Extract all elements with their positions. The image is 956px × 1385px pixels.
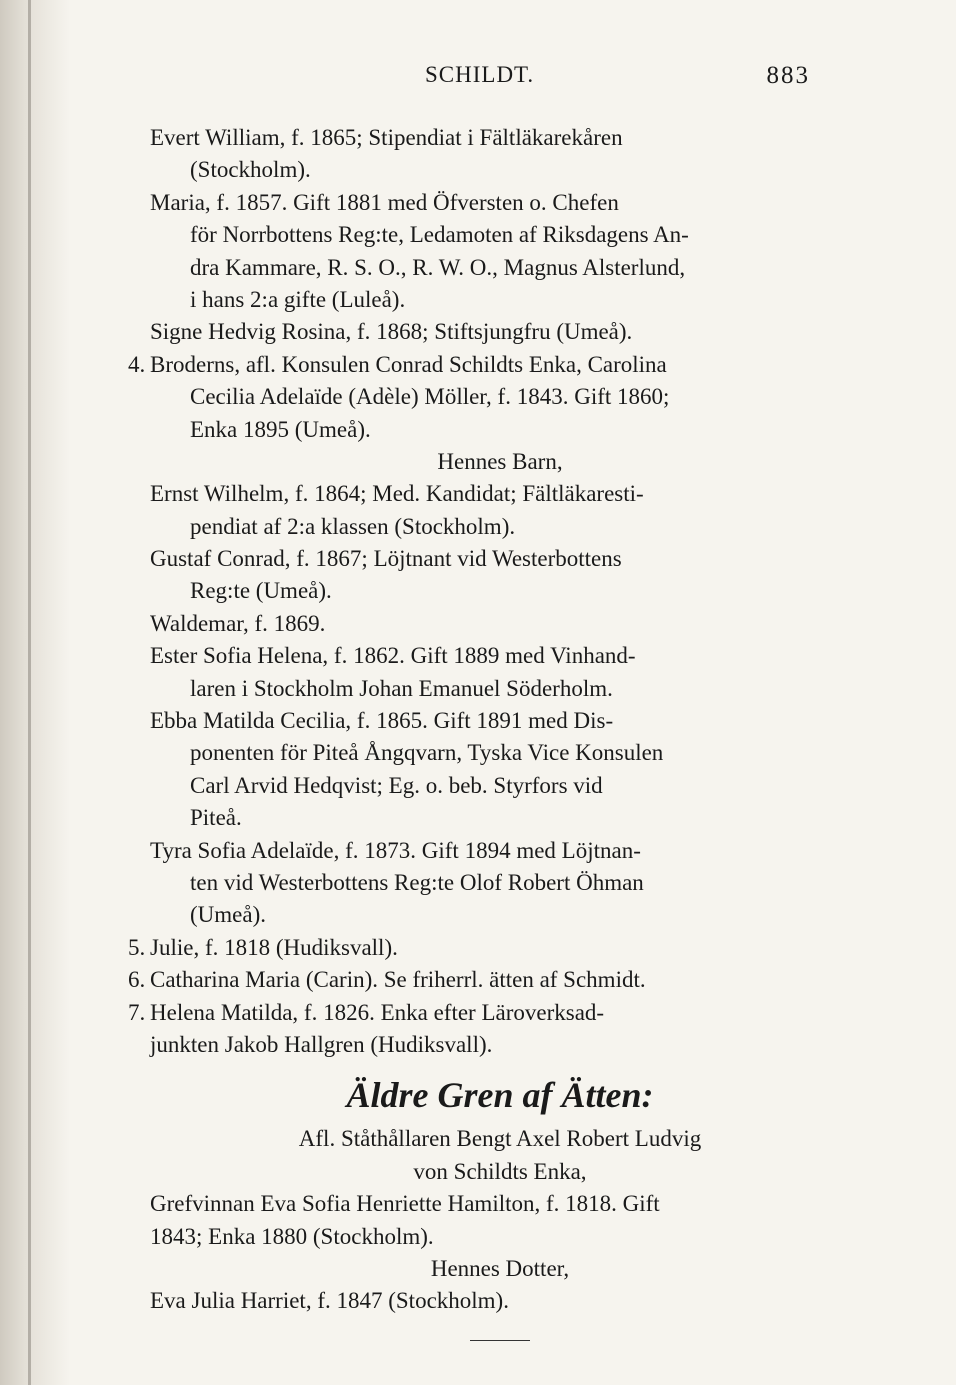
text-line: ponenten för Piteå Ångqvarn, Tyska Vice Konsulen: [190, 740, 664, 766]
text-line: laren i Stockholm Johan Emanuel Söderholm.: [190, 675, 613, 701]
text-line: Helena Matilda, f. 1826. Enka efter Läroverksad-: [150, 999, 605, 1025]
text-line: pendiat af 2:a klassen (Stockholm).: [190, 513, 516, 539]
text-line: Ester Sofia Helena, f. 1862. Gift 1889 med Vinhand-: [150, 643, 636, 669]
text-line: Ebba Matilda Cecilia, f. 1865. Gift 1891 med Dis-: [150, 708, 614, 734]
text-line: (Stockholm).: [190, 157, 311, 183]
page-number: 883: [766, 62, 810, 89]
header-title: SCHILDT.: [425, 62, 535, 87]
body-text: Evert William, f. 1865; Stipendiat i Fältläkarekåren (Stockholm). Maria, f. 1857. Gift 1881 med Öfversten o. Chefen för Norrbottens Reg:te, Ledamoten af Riksdagens An- dra Kammare, R. S. O., R. W. O., Magnus Alsterlund, i hans 2:a gifte (Luleå). Signe Hedvig Rosina, f. 1868; Stiftsjungfru (Umeå). 4. Broderns, afl. Konsulen Conrad Schildts Enka, Carolina Cecilia Adelaïde (Adèle) Möller, f. 1843. Gift 1860; Enka 1895 (Umeå). Hennes Barn, Ernst Wilhelm, f. 1864; Med. Kandidat; Fältläkaresti- pendiat af 2:a klassen (Stockholm). Gustaf Conrad, f. 1867; Löjtnant vid Westerbottens Reg:te (Umeå). Waldemar, f. 1869. Ester Sofia Helena, f. 1862. Gift 1889 med Vinhand- laren i Stockholm Johan Emanuel Söderholm. Ebba Matilda Cecilia, f. 1865. Gift 1891 med Dis- ponenten för Piteå Ångqvarn, Tyska Vice Konsulen Carl Arvid Hedqvist; Eg. o. beb. Styrfors vid Piteå. Tyra Sofia Adelaïde, f. 1873. Gift 1894 med Löjtnan- ten vid Westerbottens Reg:te Olof Robert Öhman (Umeå). 5. Julie, f. 1818 (Hudiksvall). 6. Catharina Maria (Carin). Se friherrl. ätten af Schmidt. 7. Helena Matilda, f. 1826. Enka efter Läroverksad- junkten Jakob Hallgren (Hudiksvall). Äldre Gren af Ätten: Afl. Ståthållaren Bengt Axel Robert Ludvig von Schildts Enka, Grefvinnan Eva Sofia Henriette Hamilton, f. 1818. Gift 1843; Enka 1880 (Stockholm). Hennes Dotter, Eva Julia Harriet, f. 1847 (Stockholm).: [150, 122, 850, 1341]
text-line: von Schildts Enka,: [413, 1158, 587, 1184]
text-line: (Umeå).: [190, 902, 266, 928]
subheading: Hennes Barn,: [437, 448, 563, 474]
binding-gutter: [0, 0, 70, 1385]
text-line: Grefvinnan Eva Sofia Henriette Hamilton, f. 1818. Gift: [150, 1191, 660, 1217]
text-line: för Norrbottens Reg:te, Ledamoten af Riksdagens An-: [190, 222, 689, 248]
text-line: dra Kammare, R. S. O., R. W. O., Magnus Alsterlund,: [190, 254, 686, 280]
text-line: 1843; Enka 1880 (Stockholm).: [150, 1223, 434, 1249]
text-line: Enka 1895 (Umeå).: [190, 416, 371, 442]
text-line: Evert William, f. 1865; Stipendiat i Fältläkarekåren: [150, 125, 623, 150]
text-line: Waldemar, f. 1869.: [150, 610, 326, 636]
text-line: Ernst Wilhelm, f. 1864; Med. Kandidat; Fältläkaresti-: [150, 481, 644, 507]
running-header: [160, 62, 840, 98]
text-line: junkten Jakob Hallgren (Hudiksvall).: [150, 1031, 493, 1057]
text-line: Maria, f. 1857. Gift 1881 med Öfversten o. Chefen: [150, 189, 619, 215]
text-line: Carl Arvid Hedqvist; Eg. o. beb. Styrfors vid: [190, 772, 603, 798]
text-line: i hans 2:a gifte (Luleå).: [190, 286, 406, 312]
text-line: Julie, f. 1818 (Hudiksvall).: [150, 934, 398, 960]
closing-rule: [470, 1340, 530, 1341]
text-line: Cecilia Adelaïde (Adèle) Möller, f. 1843. Gift 1860;: [190, 384, 670, 410]
text-line: Piteå.: [190, 805, 242, 831]
subheading: Hennes Dotter,: [430, 1255, 570, 1281]
binding-edge: [28, 0, 31, 1385]
text-line: ten vid Westerbottens Reg:te Olof Robert Öhman: [190, 869, 644, 895]
text-line: Catharina Maria (Carin). Se friherrl. ätten af Schmidt.: [150, 967, 646, 993]
text-line: Signe Hedvig Rosina, f. 1868; Stiftsjungfru (Umeå).: [150, 319, 633, 345]
text-line: Reg:te (Umeå).: [190, 578, 332, 604]
section-heading: Äldre Gren af Ätten:: [346, 1075, 654, 1116]
text-line: Broderns, afl. Konsulen Conrad Schildts Enka, Carolina: [150, 351, 667, 377]
text-line: Gustaf Conrad, f. 1867; Löjtnant vid Westerbottens: [150, 546, 622, 572]
text-line: Tyra Sofia Adelaïde, f. 1873. Gift 1894 med Löjtnan-: [150, 837, 641, 863]
text-line: Afl. Ståthållaren Bengt Axel Robert Ludvig: [298, 1126, 702, 1152]
text-line: Eva Julia Harriet, f. 1847 (Stockholm).: [150, 1288, 509, 1314]
